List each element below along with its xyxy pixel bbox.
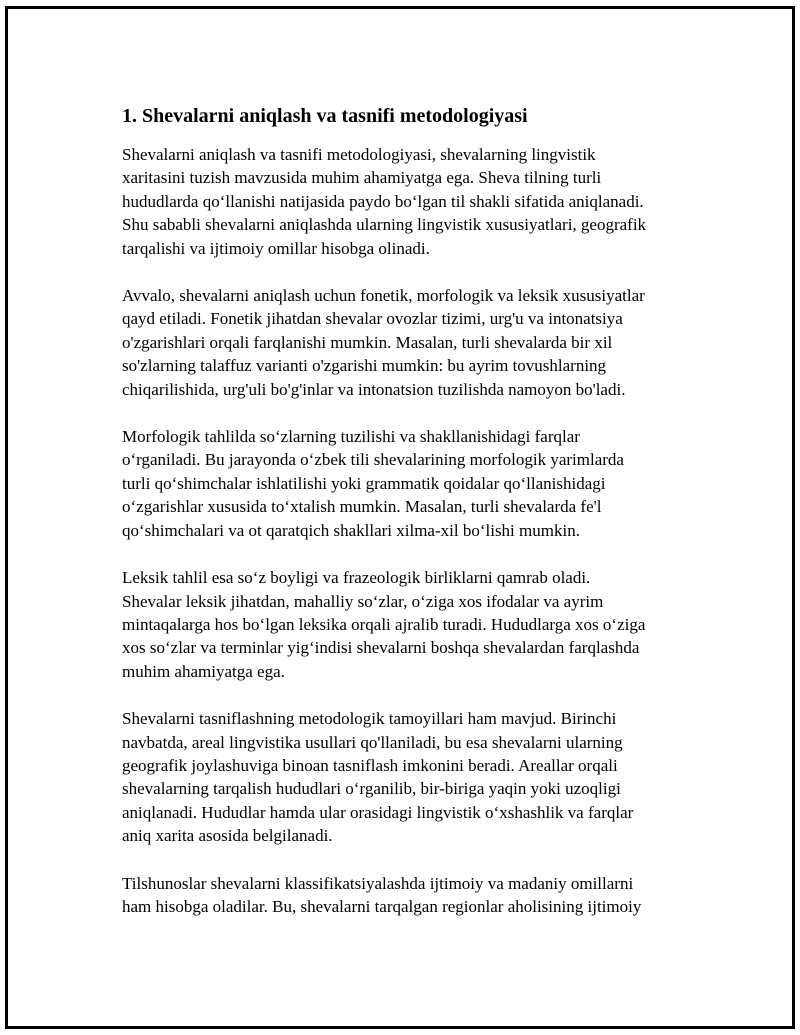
paragraph-list <box>122 143 702 918</box>
text-line: Tilshunoslar shevalarni klassifikatsiyalashda ijtimoiy va madaniy omillarni <box>122 873 634 893</box>
text-line: qayd etiladi. Fonetik jihatdan shevalar ovozlar tizimi, urg'u va intonatsiya <box>122 309 623 329</box>
text-line: Shevalarni aniqlash va tasnifi metodologiyasi, shevalarning lingvistik <box>122 145 596 164</box>
text-line: xos so‘zlar va terminlar yig‘indisi shevalarni boshqa shevalardan farqlashda <box>122 638 640 658</box>
document-body <box>122 103 702 942</box>
text-line: Shevalarni tasniflashning metodologik tamoyillari ham mavjud. Birinchi <box>122 709 617 729</box>
paragraph <box>122 872 702 919</box>
text-line: hududlarda qo‘llanishi natijasida paydo bo‘lgan til shakli sifatida aniqlanadi. <box>122 191 644 211</box>
text-line: Morfologik tahlilda so‘zlarning tuzilishi va shakllanishidagi farqlar <box>122 427 580 447</box>
text-line: aniqlanadi. Hududlar hamda ular orasidagi lingvistik o‘xshashlik va farqlar <box>122 802 634 822</box>
text-line: o'zgarishlari orqali farqlanishi mumkin. Masalan, turli shevalarda bir xil <box>122 332 613 352</box>
text-line: geografik joylashuviga binoan tasniflash imkonini beradi. Areallar orqali <box>122 755 618 775</box>
page-frame <box>5 6 795 1029</box>
text-line: navbatda, areal lingvistika usullari qo'llaniladi, bu esa shevalarni ularning <box>122 732 623 752</box>
text-line: shevalarning tarqalish hududlari o‘rganilib, bir-biriga yaqin yoki uzoqligi <box>122 779 621 799</box>
text-line: Shevalar leksik jihatdan, mahalliy so‘zlar, o‘ziga xos ifodalar va ayrim <box>122 591 604 611</box>
text-line: aniq xarita asosida belgilanadi. <box>122 826 333 846</box>
text-line: ham hisobga oladilar. Bu, shevalarni tarqalgan regionlar aholisining ijtimoiy <box>122 896 642 916</box>
paragraph <box>122 284 702 401</box>
paragraph <box>122 566 702 683</box>
text-line: turli qo‘shimchalar ishlatilishi yoki grammatik qoidalar qo‘llanishidagi <box>122 473 606 493</box>
paragraph <box>122 143 702 260</box>
text-line: o‘zgarishlar xususida to‘xtalish mumkin. Masalan, turli shevalarda fe'l <box>122 497 602 517</box>
text-line: Shu sababli shevalarni aniqlashda ularning lingvistik xususiyatlari, geografik <box>122 215 647 235</box>
paragraph <box>122 425 702 542</box>
text-line: mintaqalarga hos bo‘lgan leksika orqali ajralib turadi. Hududlarga xos o‘ziga <box>122 614 646 634</box>
section-title: 1. Shevalarni aniqlash va tasnifi metodologiyasi <box>122 105 528 127</box>
text-line: o‘rganiladi. Bu jarayonda o‘zbek tili shevalarining morfologik yarimlarda <box>122 450 624 470</box>
text-line: Leksik tahlil esa so‘z boyligi va frazeologik birliklarni qamrab oladi. <box>122 568 591 588</box>
text-line: Avvalo, shevalarni aniqlash uchun fonetik, morfologik va leksik xususiyatlar <box>122 286 645 306</box>
text-line: qo‘shimchalari va ot qaratqich shakllari xilma-xil bo‘lishi mumkin. <box>122 520 580 540</box>
paragraph <box>122 707 702 847</box>
text-line: chiqarilishida, urg'uli bo'g'inlar va intonatsion tuzilishda namoyon bo'ladi. <box>122 379 626 399</box>
text-line: so'zlarning talaffuz varianti o'zgarishi mumkin: bu ayrim tovushlarning <box>122 356 607 376</box>
text-line: xaritasini tuzish mavzusida muhim ahamiyatga ega. Sheva tilning turli <box>122 168 602 188</box>
text-line: muhim ahamiyatga ega. <box>122 661 285 681</box>
text-line: tarqalishi va ijtimoiy omillar hisobga olinadi. <box>122 238 430 258</box>
